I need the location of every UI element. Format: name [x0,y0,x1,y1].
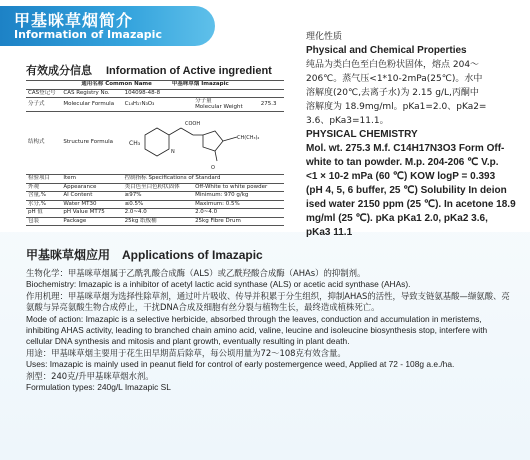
row-cell: 外观 [26,183,61,192]
svg-text:COOH: COOH [184,121,200,127]
row-cell: Maximum: 0.5% [193,200,284,209]
mw-label-en: Molecular Weight [195,103,243,110]
row-cell: 2.0~4.0 [123,209,193,218]
active-info-cn: 有效成分信息 [26,64,92,77]
row-cell: 类白色至白色粉状固体 [123,183,193,192]
molecule-svg [125,113,265,173]
properties-en-line: <1 × 10-2 mPa (60 ℃) KOW logP = 0.393 [306,171,496,182]
row-cell: ≤0.5% [123,200,193,209]
applications-heading [26,246,263,263]
applications-paragraph: 用途：甲基咪草烟主要用于花生田早期苗后除草，每公顷用量为72～108克有效含量。 [26,347,346,358]
row-cell: 25kg 纸板桶 [123,217,193,226]
svg-text:N: N [170,149,175,155]
row-cell: pH Value MT75 [61,209,122,218]
applications-paragraph: 生物化学：甲基咪草烟属于乙酰乳酸合成酶（ALS）或乙酰羟酸合成酶（AHAs）的抑制剂。 [26,268,366,278]
applications-paragraph: Mode of action: Imazapic is a selective herbicide, absorbed through the leaves, conduction and accumulation in meristems, inhibiting AHAS activity, leading to branched chain amino acid, valine, leucine and isoleucine biosynthesis stop, interfere with cellular DNA synthesis and mitosis and plant growth, eventually resulting in plant death. [26,313,488,347]
cas-label-cn: CAS登记号 [26,89,61,98]
properties-en-line: Mol. wt. 275.3 M.f. C14H17N3O3 Form Off- [306,143,505,154]
common-name-label-cn: 通用名称 [81,81,104,87]
row-cell: 2.0~4.0 [193,209,284,218]
properties-heading-cn: 理化性质 [306,32,343,42]
table-row [26,217,284,226]
row-cell: AI Content [61,192,122,201]
row-cell: Minimum: 970 g/kg [193,192,284,201]
svg-text:CH₃: CH₃ [128,140,140,147]
mw-value: 275.3 [259,98,284,112]
properties-cn-line: 溶解度为 18.9mg/ml。pKa1=2.0、pKa2= [306,102,487,112]
cas-label-en: CAS Registry No. [61,89,122,98]
properties-en-line: (pH 4, 5, 6 buffer, 25 ℃) Solubility In deion [306,185,507,196]
structure-label-cn: 结构式 [26,112,61,175]
table-row [26,200,284,209]
properties-heading-en: Physical and Chemical Properties [306,45,467,56]
info-table [26,80,284,226]
formula-label-en: Molecular Formula [61,98,122,112]
applications-body [26,268,516,393]
applications-paragraph: Formulation types: 240g/L Imazapic SL [26,382,171,393]
properties-cn-line: 溶解度(20℃,去离子水)为 2.15 g/L,丙酮中 [306,88,479,98]
applications-heading-cn: 甲基咪草烟应用 [26,248,111,262]
formula-value: C₁₄H₁₇N₃O₃ [123,98,193,112]
common-name-value: 甲基咪草烟 Imazapic [171,81,229,87]
table-row [26,183,284,192]
active-info-heading [26,62,272,78]
properties-cn-line: 纯品为类白色至白色粉状固体，熔点 204～ [306,60,480,70]
row-cell: Package [61,217,122,226]
applications-paragraph: Uses: Imazapic is mainly used in peanut field for control of early postemergence weed, Applied at 72 - 108g a.e./ha. [26,359,455,370]
row-cell: 含量,% [26,192,61,201]
properties-cn-line: 3.6、pKa3=11.1。 [306,116,389,126]
row-cell: Off-White to white powder [193,183,284,192]
properties-en-line: white to tan powder. M.p. 204-206 ℃ V.p. [306,157,499,168]
cas-value: 104098-48-8 [123,89,284,98]
structure-cell [123,112,284,175]
mw-label [193,98,259,112]
properties-en-line: pKa3 11.1 [306,227,353,238]
active-info-en: Information of Active ingredient [106,65,272,77]
title-banner [0,6,215,46]
svg-text:CH(CH₃)₂: CH(CH₃)₂ [236,135,260,141]
properties-en-heading: PHYSICAL CHEMISTRY [306,129,418,140]
row-cell: 25kg Fibre Drum [193,217,284,226]
applications-paragraph: Biochemistry: Imazapic is a inhibitor of acetyl lactic acid synthase (ALS) or acetic acid synthase (AHAs). [26,279,411,290]
applications-paragraph: 作用机理：甲基咪草烟为选择性除草剂，通过叶片吸收、传导并积累于分生组织，抑制AHAS的活性，导致支链氨基酸—缬氨酸、亮氨酸与异亮氨酸生物合成停止，干扰DNA合成及细胞有丝分裂与植物生长，最终造成植株死亡。 [26,290,510,313]
properties-en-line: ised water 2150 ppm (25 ℃). In acetone 18.9 [306,199,516,210]
spec-item-en: Item [61,175,122,184]
properties-en-line: mg/ml (25 ℃). pKa pKa1 2.0, pKa2 3.6, [306,213,488,224]
spec-spec-en: Specifications of Standard [148,175,221,181]
spec-header-cell [123,175,284,184]
row-cell: 水分,% [26,200,61,209]
structure-formula-image [125,113,282,173]
table-row [26,209,284,218]
row-cell: ≥97% [123,192,193,201]
row-cell: Water MT30 [61,200,122,209]
table-row [26,192,284,201]
formula-label-cn: 分子式 [26,98,61,112]
applications-heading-en: Applications of Imazapic [122,248,263,262]
properties-cn-line: 206℃。蒸气压<1*10-2mPa(25℃)。水中 [306,74,483,84]
row-cell: 包装 [26,217,61,226]
properties-column [306,30,526,240]
title-en: Information of Imazapic [14,28,162,41]
common-name-cell [26,81,284,90]
title-cn: 甲基咪草烟简介 [14,11,134,30]
common-name-label-en: Common Name [105,81,152,87]
spec-item-cn: 检验项目 [26,175,61,184]
mw-label-cn: 分子量 [195,98,212,104]
spec-spec-cn: 控制指标 [124,175,147,181]
applications-paragraph: 剂型：240克/升甲基咪草烟水剂。 [26,370,154,381]
svg-text:O: O [210,165,215,171]
row-cell: Appearance [61,183,122,192]
row-cell: pH 值 [26,209,61,218]
structure-label-en: Structure Formula [61,112,122,175]
